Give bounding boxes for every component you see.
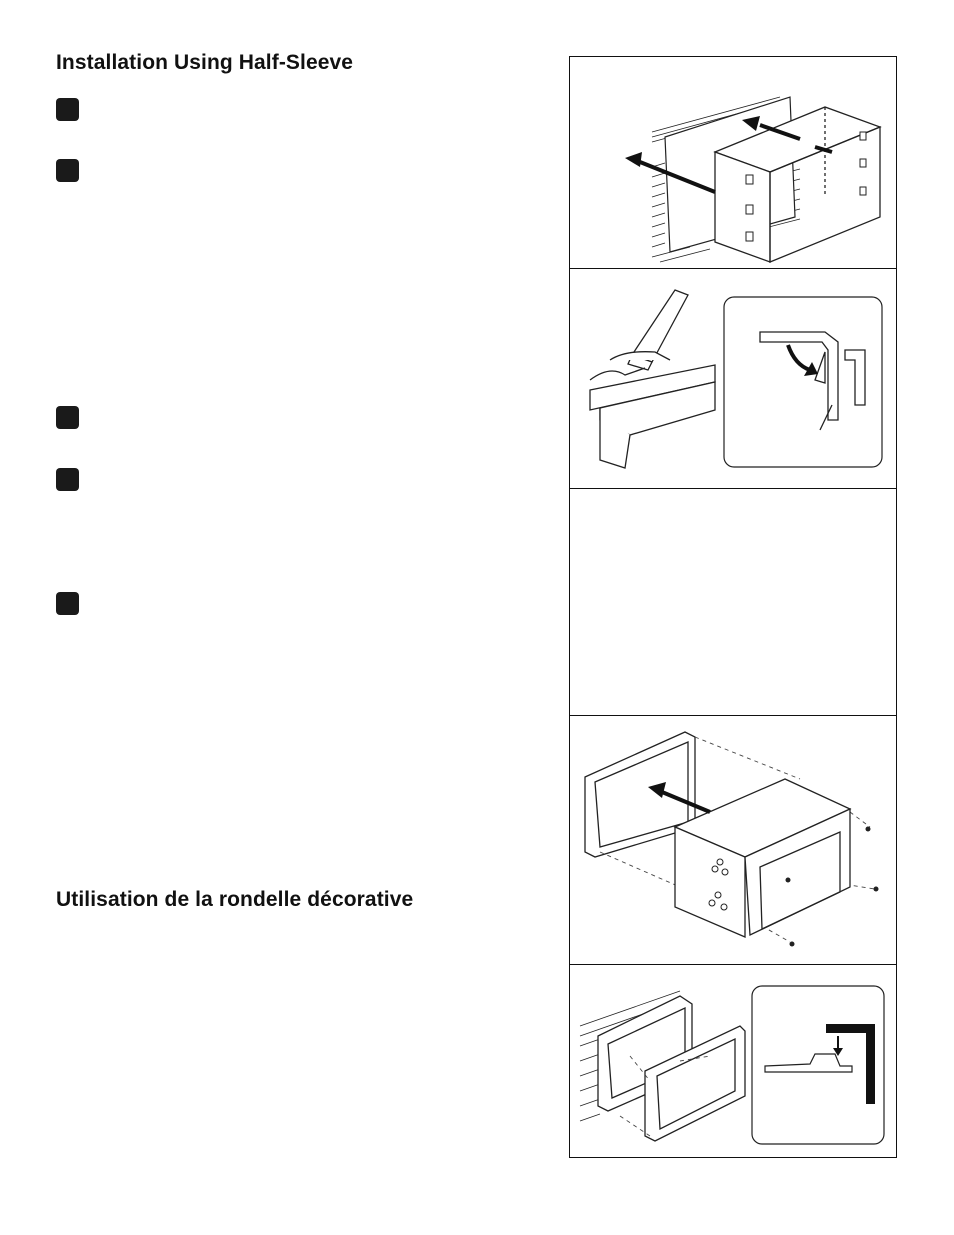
- panel-divider: [569, 715, 897, 716]
- panel-divider: [569, 964, 897, 965]
- panel-divider: [569, 268, 897, 269]
- bracket-mounting-illustration: [570, 717, 896, 963]
- sleeve-insertion-illustration: [570, 57, 896, 268]
- step-marker: [56, 98, 79, 121]
- radio-chassis: [675, 779, 850, 937]
- trim-ring-illustration: [570, 966, 896, 1157]
- arrow-left-icon: [625, 152, 642, 167]
- section-title-installation: Installation Using Half-Sleeve: [56, 51, 354, 74]
- panel-divider: [569, 488, 897, 489]
- section-title-trim-ring: Utilisation de la rondelle décorative: [56, 888, 414, 911]
- step-marker: [56, 159, 79, 182]
- sleeve-edge: [590, 352, 715, 468]
- step-marker: [56, 406, 79, 429]
- tab-bending-illustration: [570, 270, 896, 487]
- step-marker: [56, 592, 79, 615]
- step-marker: [56, 468, 79, 491]
